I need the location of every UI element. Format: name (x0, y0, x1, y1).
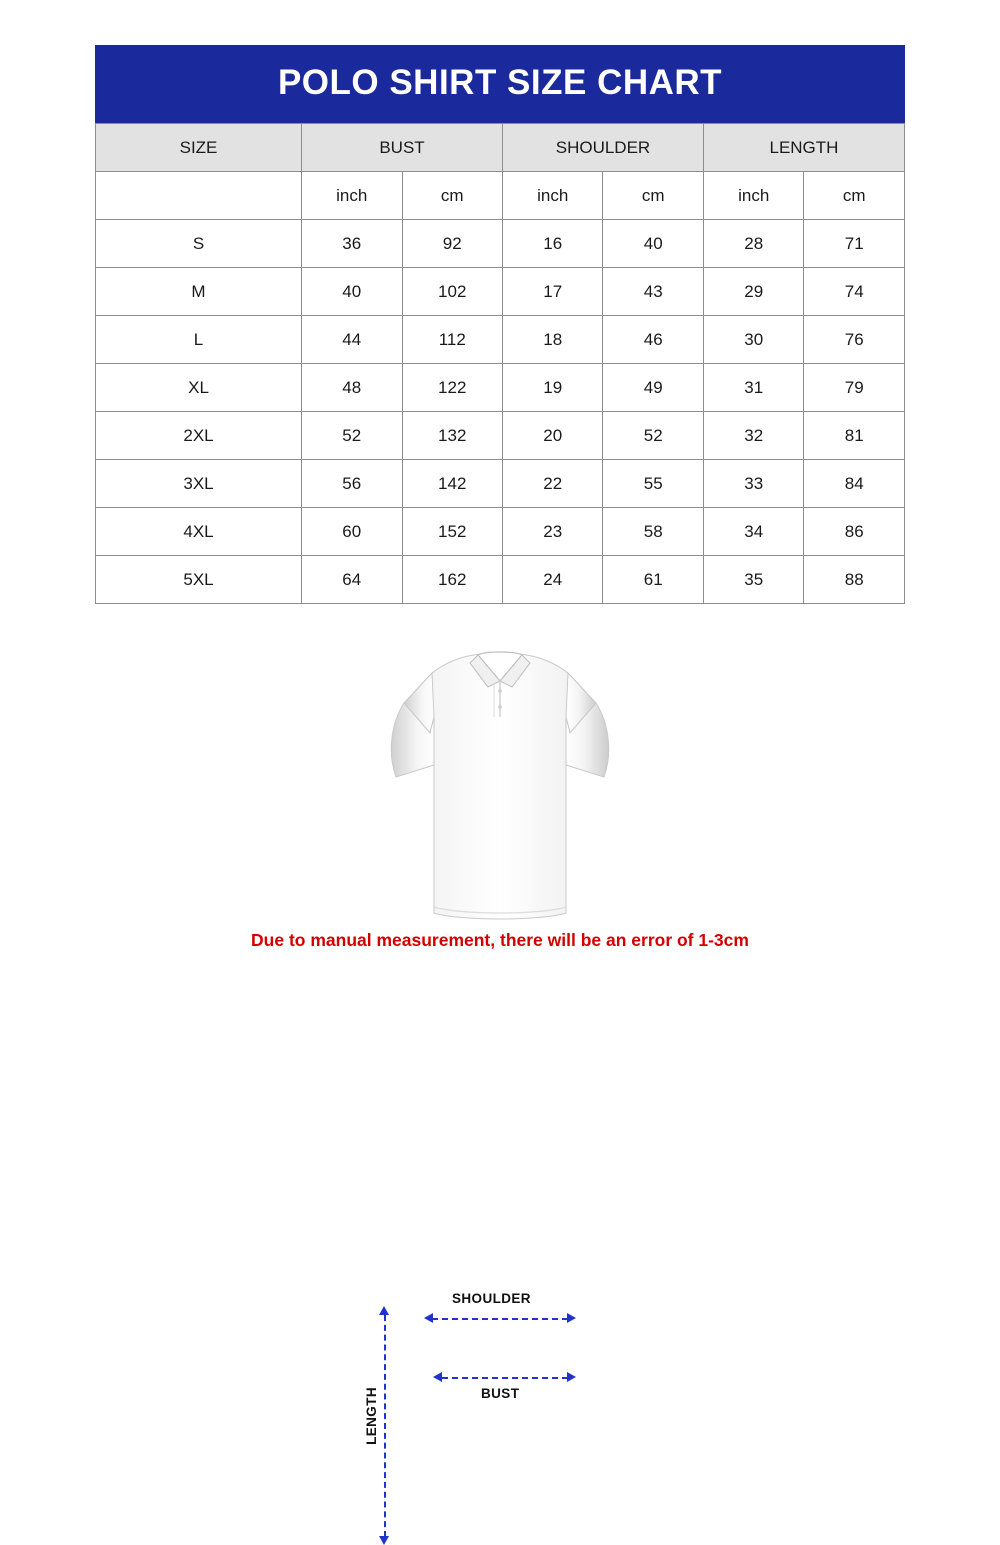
cell-shoulder-inch: 18 (502, 316, 602, 364)
cell-shoulder-inch: 24 (502, 556, 602, 604)
cell-bust-inch: 52 (302, 412, 402, 460)
cell-length-cm: 76 (804, 316, 905, 364)
cell-bust-inch: 60 (302, 508, 402, 556)
table-row (96, 508, 905, 556)
cell-length-inch: 33 (703, 460, 803, 508)
cell-shoulder-inch: 20 (502, 412, 602, 460)
unit-cell-empty (96, 172, 302, 220)
table-row (96, 412, 905, 460)
table-unit-row (96, 172, 905, 220)
cell-size: S (96, 220, 302, 268)
size-chart-table (95, 123, 905, 604)
group-header-bust: BUST (302, 124, 503, 172)
unit-cell-bust-cm: cm (402, 172, 502, 220)
cell-shoulder-cm: 40 (603, 220, 703, 268)
cell-length-cm: 84 (804, 460, 905, 508)
cell-shoulder-inch: 22 (502, 460, 602, 508)
length-arrow-top (379, 1306, 389, 1315)
cell-shoulder-cm: 43 (603, 268, 703, 316)
cell-shoulder-cm: 52 (603, 412, 703, 460)
table-row (96, 460, 905, 508)
table-row (96, 220, 905, 268)
cell-length-inch: 30 (703, 316, 803, 364)
bust-arrow-left (433, 1372, 442, 1382)
chart-title: POLO SHIRT SIZE CHART (95, 45, 905, 123)
table-row (96, 556, 905, 604)
measurement-note: Due to manual measurement, there will be an error of 1-3cm (251, 930, 749, 950)
cell-bust-cm: 132 (402, 412, 502, 460)
shoulder-measure-line (432, 1318, 568, 1320)
cell-bust-inch: 48 (302, 364, 402, 412)
cell-shoulder-inch: 19 (502, 364, 602, 412)
cell-bust-cm: 142 (402, 460, 502, 508)
cell-size: 5XL (96, 556, 302, 604)
shoulder-arrow-left (424, 1313, 433, 1323)
shoulder-label: SHOULDER (452, 1291, 531, 1306)
size-chart-table-container (95, 45, 905, 604)
table-row (96, 268, 905, 316)
cell-shoulder-inch: 16 (502, 220, 602, 268)
cell-length-inch: 31 (703, 364, 803, 412)
cell-length-inch: 32 (703, 412, 803, 460)
cell-length-cm: 74 (804, 268, 905, 316)
cell-bust-cm: 152 (402, 508, 502, 556)
table-group-header-row (96, 124, 905, 172)
bust-label: BUST (481, 1386, 520, 1401)
bust-measure-line (442, 1377, 568, 1379)
cell-length-inch: 34 (703, 508, 803, 556)
cell-bust-cm: 112 (402, 316, 502, 364)
cell-shoulder-cm: 55 (603, 460, 703, 508)
cell-shoulder-cm: 46 (603, 316, 703, 364)
cell-bust-inch: 56 (302, 460, 402, 508)
table-row (96, 316, 905, 364)
bust-arrow-right (567, 1372, 576, 1382)
polo-shirt-icon (370, 625, 630, 925)
unit-cell-bust-inch: inch (302, 172, 402, 220)
cell-bust-cm: 122 (402, 364, 502, 412)
cell-length-cm: 88 (804, 556, 905, 604)
cell-length-inch: 35 (703, 556, 803, 604)
unit-cell-length-cm: cm (804, 172, 905, 220)
length-label: LENGTH (364, 1387, 379, 1445)
cell-length-cm: 86 (804, 508, 905, 556)
cell-bust-cm: 162 (402, 556, 502, 604)
cell-bust-inch: 44 (302, 316, 402, 364)
unit-cell-shoulder-inch: inch (502, 172, 602, 220)
group-header-size: SIZE (96, 124, 302, 172)
shoulder-arrow-right (567, 1313, 576, 1323)
unit-cell-shoulder-cm: cm (603, 172, 703, 220)
cell-shoulder-inch: 23 (502, 508, 602, 556)
cell-bust-inch: 64 (302, 556, 402, 604)
cell-size: 2XL (96, 412, 302, 460)
group-header-shoulder: SHOULDER (502, 124, 703, 172)
cell-size: 3XL (96, 460, 302, 508)
cell-size: XL (96, 364, 302, 412)
cell-length-cm: 79 (804, 364, 905, 412)
cell-length-cm: 71 (804, 220, 905, 268)
cell-shoulder-cm: 61 (603, 556, 703, 604)
cell-length-inch: 29 (703, 268, 803, 316)
cell-shoulder-inch: 17 (502, 268, 602, 316)
cell-length-inch: 28 (703, 220, 803, 268)
cell-size: L (96, 316, 302, 364)
cell-bust-cm: 102 (402, 268, 502, 316)
length-arrow-bottom (379, 1536, 389, 1545)
cell-bust-inch: 36 (302, 220, 402, 268)
cell-size: M (96, 268, 302, 316)
cell-size: 4XL (96, 508, 302, 556)
cell-shoulder-cm: 49 (603, 364, 703, 412)
length-measure-line (384, 1315, 386, 1537)
cell-shoulder-cm: 58 (603, 508, 703, 556)
group-header-length: LENGTH (703, 124, 904, 172)
unit-cell-length-inch: inch (703, 172, 803, 220)
table-row (96, 364, 905, 412)
cell-bust-cm: 92 (402, 220, 502, 268)
cell-bust-inch: 40 (302, 268, 402, 316)
cell-length-cm: 81 (804, 412, 905, 460)
